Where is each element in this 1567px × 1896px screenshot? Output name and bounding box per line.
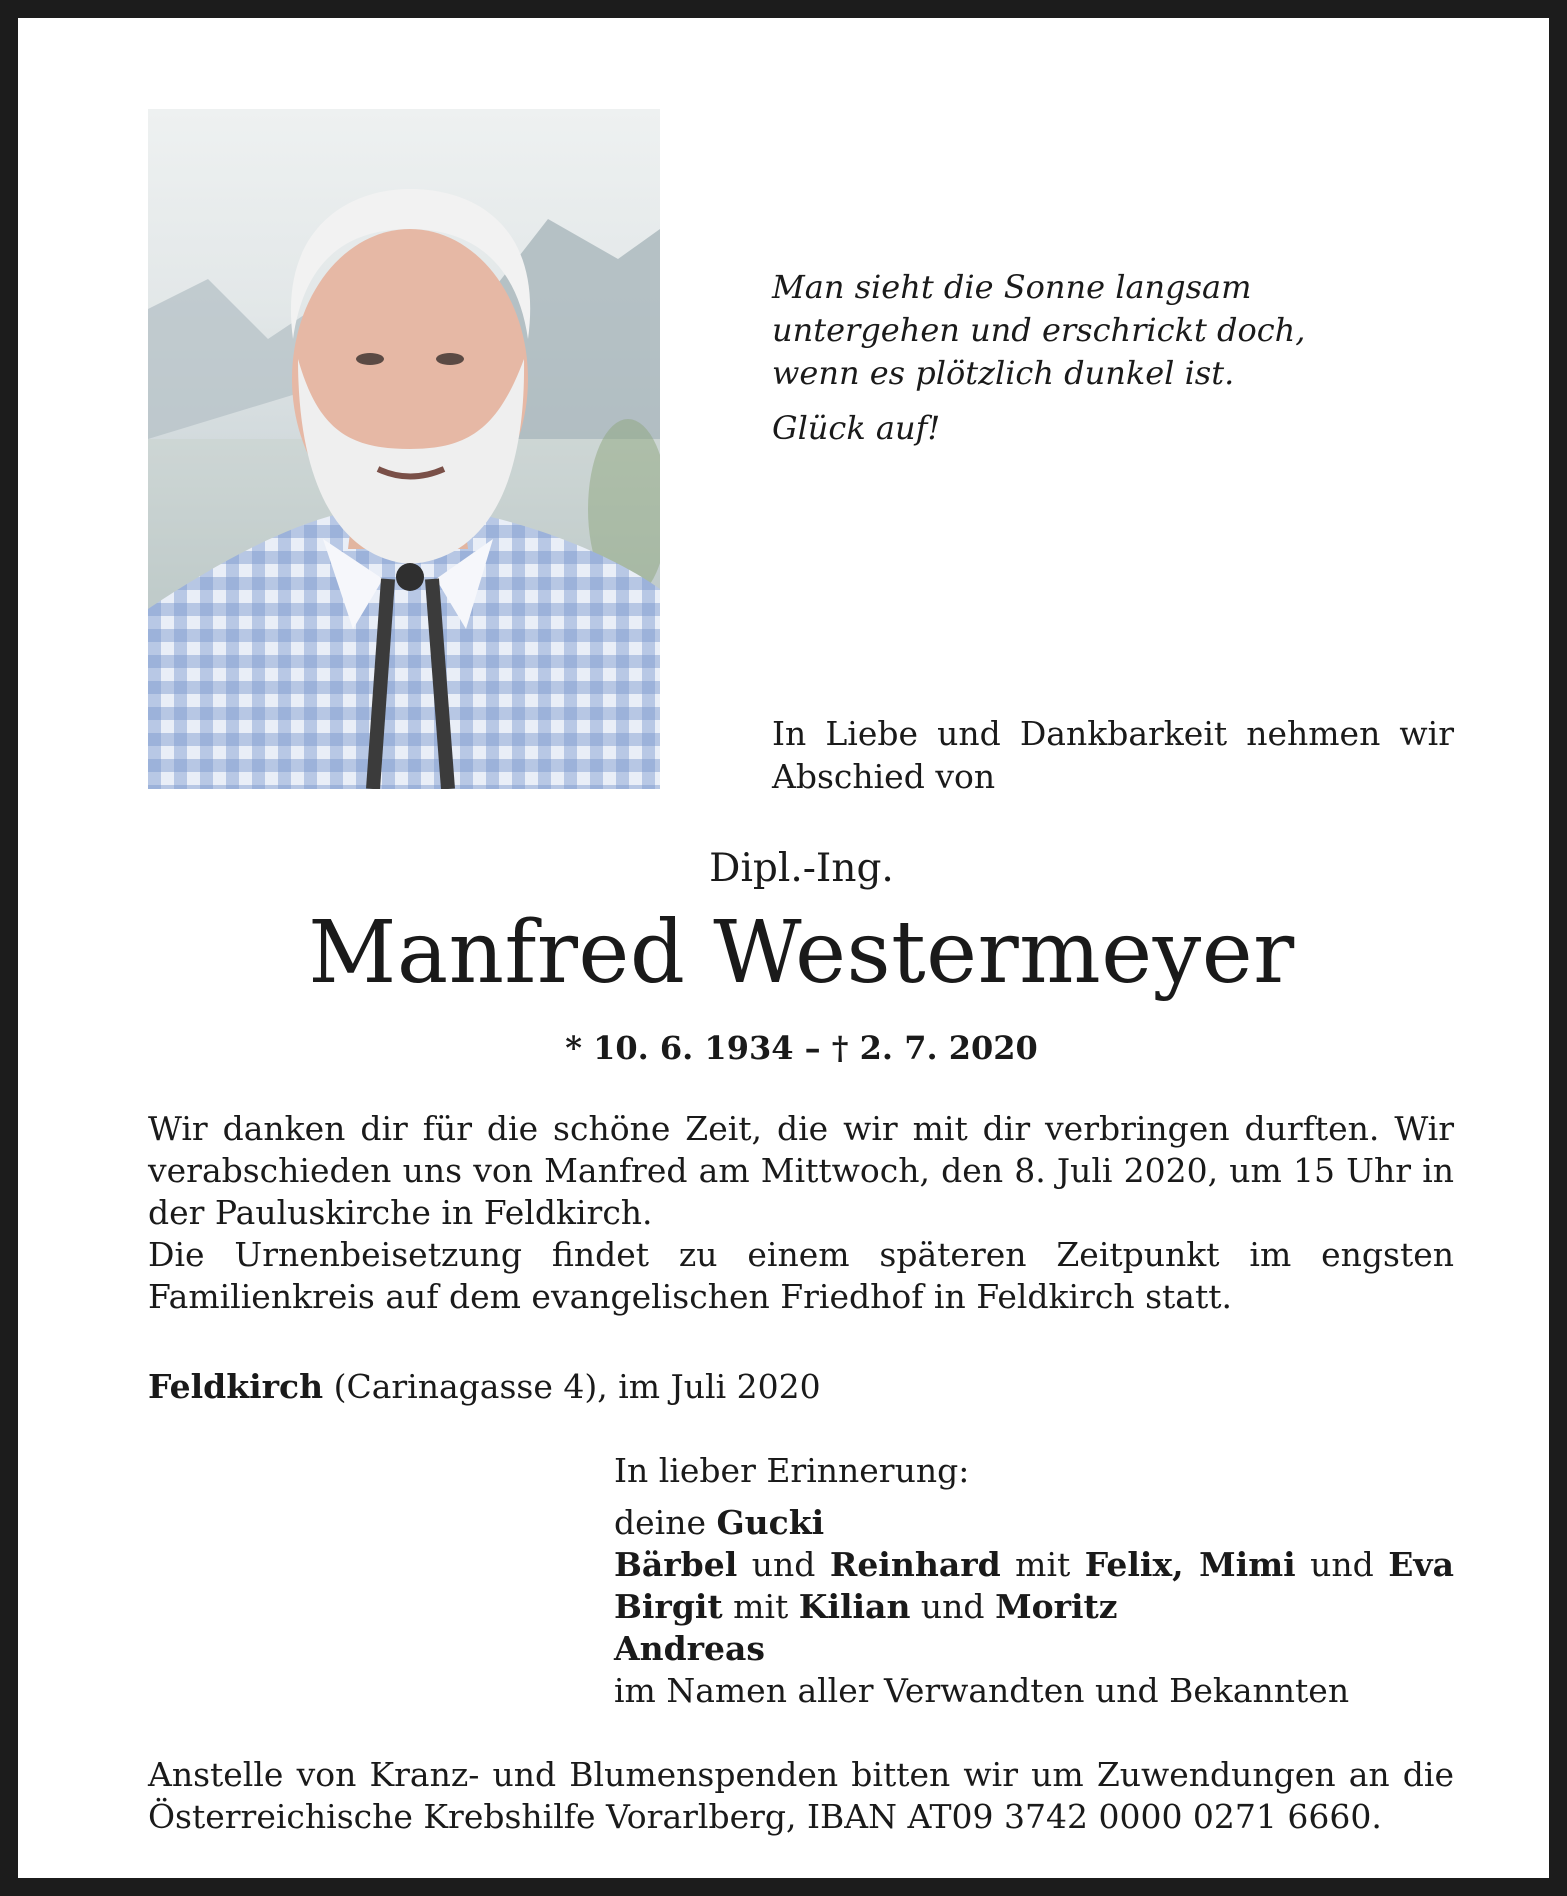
family-signatures: [614, 1450, 1454, 1712]
paragraph-line: Familienkreis auf dem evangelischen Friedhof in Feldkirch statt.: [148, 1277, 1232, 1316]
quote-line: wenn es plötzlich dunkel ist.: [772, 354, 1235, 392]
family-name: Eva: [1388, 1545, 1454, 1584]
family-name: Kilian: [798, 1587, 911, 1626]
paragraph-line: Die Urnenbeisetzung findet zu einem späteren Zeitpunkt im engsten: [148, 1235, 1454, 1274]
urn-burial-paragraph: [148, 1234, 1454, 1318]
donation-note: [148, 1754, 1454, 1838]
portrait-photo: [148, 109, 660, 789]
place-town: Feldkirch: [148, 1367, 324, 1406]
life-dates: * 10. 6. 1934 – † 2. 7. 2020: [565, 1029, 1038, 1067]
donation-line: Anstelle von Kranz- und Blumenspenden bitten wir um Zuwendungen an die: [148, 1755, 1454, 1794]
family-name: Reinhard: [829, 1545, 1001, 1584]
family-name: Gucki: [716, 1503, 825, 1542]
place-address-date: (Carinagasse 4), im Juli 2020: [323, 1367, 821, 1406]
thanks-paragraph: [148, 1108, 1454, 1234]
paragraph-line: verabschieden uns von Manfred am Mittwoch, den 8. Juli 2020, um 15 Uhr in: [148, 1151, 1454, 1190]
quote-line: Man sieht die Sonne langsam: [772, 268, 1252, 306]
family-text: mit: [1000, 1545, 1085, 1584]
paragraph-line: Wir danken dir für die schöne Zeit, die wir mit dir verbringen durften. Wir: [148, 1109, 1454, 1148]
memorial-quote: [772, 266, 1472, 450]
family-row: [614, 1628, 1454, 1670]
family-text: mit: [722, 1587, 799, 1626]
family-name: Birgit: [614, 1587, 723, 1626]
quote-line: untergehen und erschrickt doch,: [772, 311, 1306, 349]
deceased-name: Manfred Westermeyer: [308, 903, 1295, 1003]
family-row: [614, 1544, 1454, 1586]
family-text: und: [737, 1545, 830, 1584]
quote-closing: Glück auf!: [772, 409, 941, 447]
family-name: Moritz: [995, 1587, 1118, 1626]
family-text: und: [910, 1587, 996, 1626]
family-name: Bärbel: [614, 1545, 738, 1584]
family-row: [614, 1586, 1454, 1628]
family-name: Felix, Mimi: [1084, 1545, 1296, 1584]
family-text: und: [1295, 1545, 1389, 1584]
family-name: Andreas: [614, 1629, 766, 1668]
family-text: deine: [614, 1503, 717, 1542]
portrait-illustration: [148, 109, 660, 789]
family-closing: im Namen aller Verwandten und Bekannten: [614, 1671, 1350, 1710]
farewell-intro: [772, 712, 1454, 798]
intro-line-1: In Liebe und Dankbarkeit nehmen wir: [772, 714, 1454, 753]
paragraph-line: der Pauluskirche in Feldkirch.: [148, 1193, 653, 1232]
academic-title: Dipl.-Ing.: [709, 846, 894, 891]
intro-line-2: Abschied von: [772, 757, 996, 796]
donation-line: Österreichische Krebshilfe Vorarlberg, IBAN AT09 3742 0000 0271 6660.: [148, 1797, 1382, 1836]
family-row: [614, 1502, 1454, 1544]
place-date-line: [148, 1366, 1454, 1408]
family-heading: In lieber Erinnerung:: [614, 1451, 970, 1490]
